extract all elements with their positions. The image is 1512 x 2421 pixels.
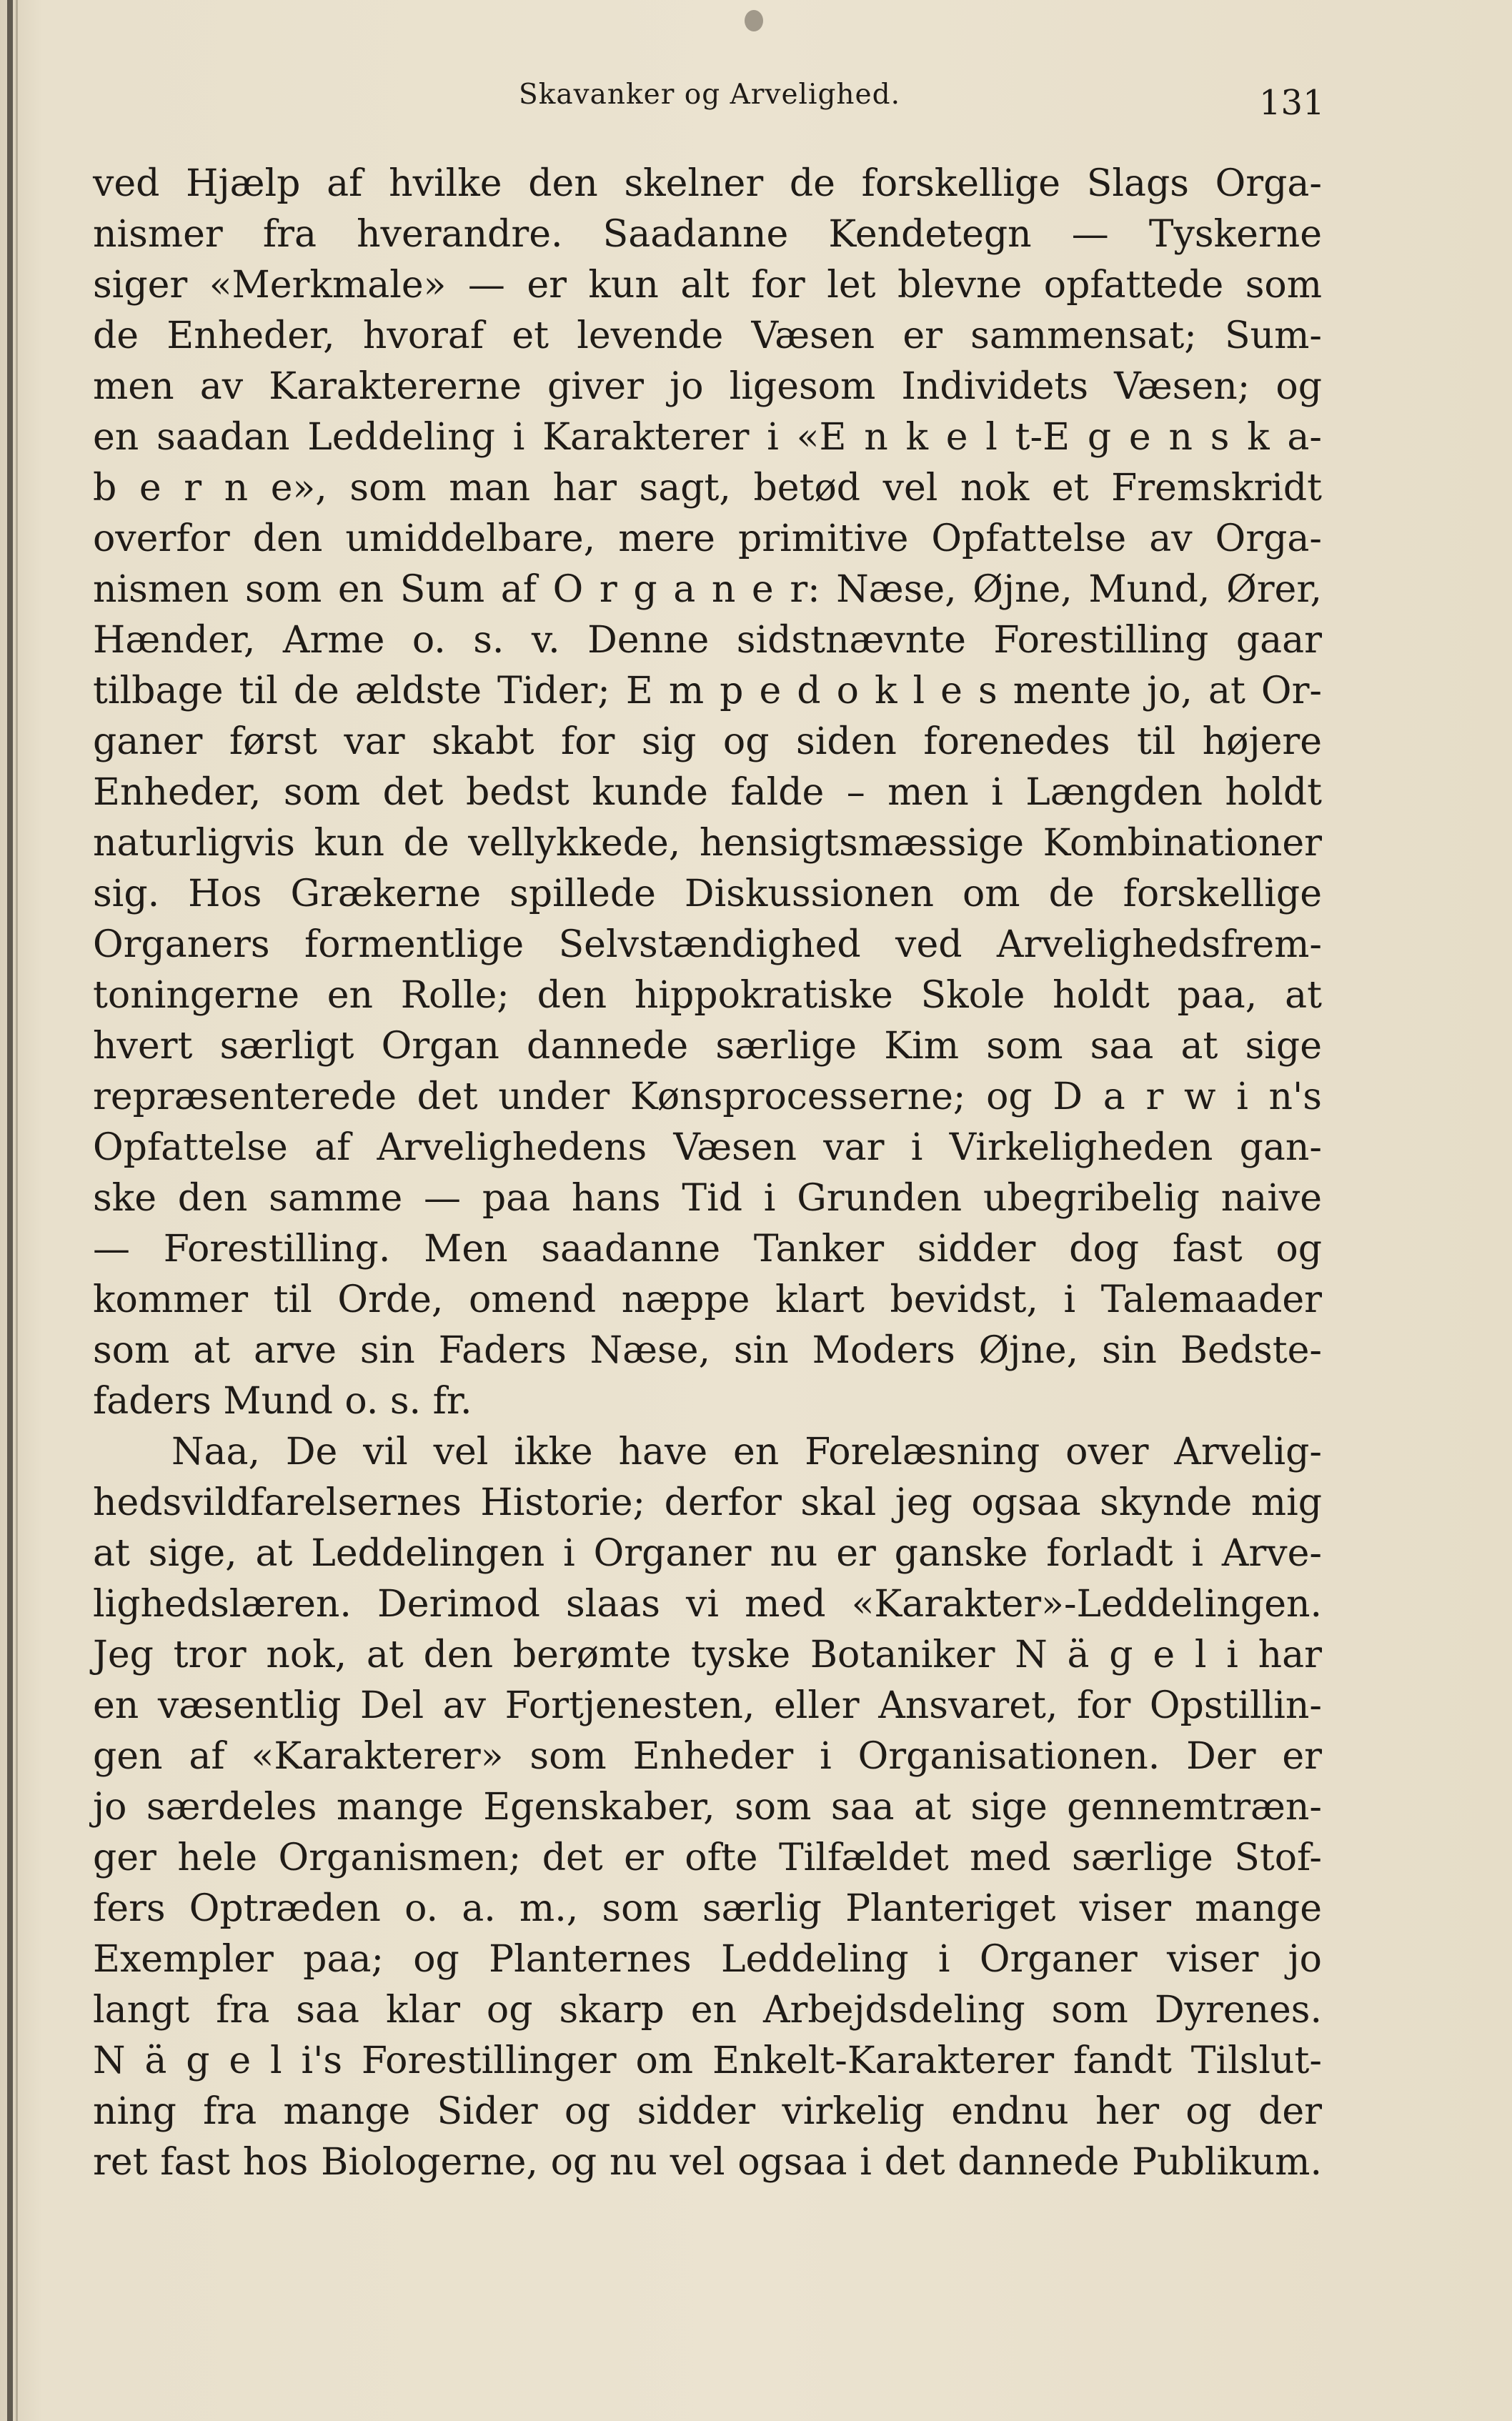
text-line: siger «Merkmale» — er kun alt for let blevne opfattede som (93, 264, 1322, 307)
ink-spot (745, 10, 763, 31)
text-line: nismen som en Sum af O r g a n e r: Næse, Øjne, Mund, Ører, (93, 568, 1322, 611)
binding-edge (7, 0, 13, 2421)
text-line: Enheder, som det bedst kunde falde – men i Længden holdt (93, 771, 1322, 814)
text-line: at sige, at Leddelingen i Organer nu er ganske forladt i Arve- (93, 1532, 1322, 1575)
page-number: 131 (1259, 83, 1325, 123)
text-line: langt fra saa klar og skarp en Arbejdsdeling som Dyrenes. (93, 1989, 1322, 2032)
text-line: en saadan Leddeling i Karakterer i «E n k e l t-E g e n s k a- (93, 416, 1322, 459)
text-line: kommer til Orde, omend næppe klart bevidst, i Talemaader (93, 1278, 1322, 1321)
text-line: overfor den umiddelbare, mere primitive Opfattelse av Orga- (93, 517, 1322, 560)
text-line: fers Optræden o. a. m., som særlig Planteriget viser mange (93, 1887, 1322, 1930)
text-line: ning fra mange Sider og sidder virkelig endnu her og der (93, 2090, 1322, 2133)
text-line: tilbage til de ældste Tider; E m p e d o k l e s mente jo, at Or- (93, 670, 1322, 712)
text-line: repræsenterede det under Kønsprocesserne; og D a r w i n's (93, 1075, 1322, 1118)
paragraph-end-line: faders Mund o. s. fr. (93, 1380, 472, 1423)
text-line: hvert særligt Organ dannede særlige Kim som saa at sige (93, 1025, 1322, 1068)
text-line: de Enheder, hvoraf et levende Væsen er sammensat; Sum- (93, 314, 1322, 357)
binding-shadow (16, 0, 18, 2421)
text-line: lighedslæren. Derimod slaas vi med «Karakter»-Leddelingen. (93, 1583, 1322, 1626)
text-line: ske den samme — paa hans Tid i Grunden ubegribelig naive (93, 1177, 1322, 1220)
text-line: gen af «Karakterer» som Enheder i Organisationen. Der er (93, 1735, 1322, 1778)
text-line: Opfattelse af Arvelighedens Væsen var i Virkeligheden gan- (93, 1126, 1322, 1169)
text-line: N ä g e l i's Forestillinger om Enkelt-Karakterer fandt Tilslut- (93, 2039, 1322, 2082)
text-line: naturligvis kun de vellykkede, hensigtsmæssige Kombinationer (93, 822, 1322, 865)
text-line: b e r n e», som man har sagt, betød vel nok et Fremskridt (93, 467, 1322, 509)
text-line: hedsvildfarelsernes Historie; derfor skal jeg ogsaa skynde mig (93, 1481, 1322, 1524)
text-line: toningerne en Rolle; den hippokratiske Skole holdt paa, at (93, 974, 1322, 1017)
text-line: Hænder, Arme o. s. v. Denne sidstnævnte Forestilling gaar (93, 619, 1322, 662)
text-line: som at arve sin Faders Næse, sin Moders Øjne, sin Bedste- (93, 1329, 1322, 1372)
text-line: en væsentlig Del av Fortjenesten, eller Ansvaret, for Opstillin- (93, 1684, 1322, 1727)
text-line: — Forestilling. Men saadanne Tanker sidder dog fast og (93, 1228, 1322, 1271)
text-line: jo særdeles mange Egenskaber, som saa at sige gennemtræn- (93, 1786, 1322, 1829)
text-line: Exempler paa; og Planternes Leddeling i Organer viser jo (93, 1938, 1322, 1981)
text-line: ret fast hos Biologerne, og nu vel ogsaa i det dannede Publikum. (93, 2141, 1322, 2184)
body-text (93, 159, 1322, 2188)
text-line: ganer først var skabt for sig og siden forenedes til højere (93, 720, 1322, 763)
text-line: ved Hjælp af hvilke den skelner de forskellige Slags Orga- (93, 162, 1322, 205)
text-line: ger hele Organismen; det er ofte Tilfældet med særlige Stof- (93, 1836, 1322, 1879)
text-line: sig. Hos Grækerne spillede Diskussionen om de forskellige (93, 873, 1322, 915)
paragraph-start-line: Naa, De vil vel ikke have en Forelæsning over Arvelig- (171, 1431, 1322, 1473)
running-title: Skavanker og Arvelighed. (519, 79, 900, 111)
text-line: nismer fra hverandre. Saadanne Kendetegn — Tyskerne (93, 213, 1322, 256)
text-line: Organers formentlige Selvstændighed ved Arvelighedsfrem- (93, 923, 1322, 966)
text-line: Jeg tror nok, at den berømte tyske Botaniker N ä g e l i har (93, 1634, 1322, 1676)
text-line: men av Karaktererne giver jo ligesom Individets Væsen; og (93, 365, 1322, 408)
